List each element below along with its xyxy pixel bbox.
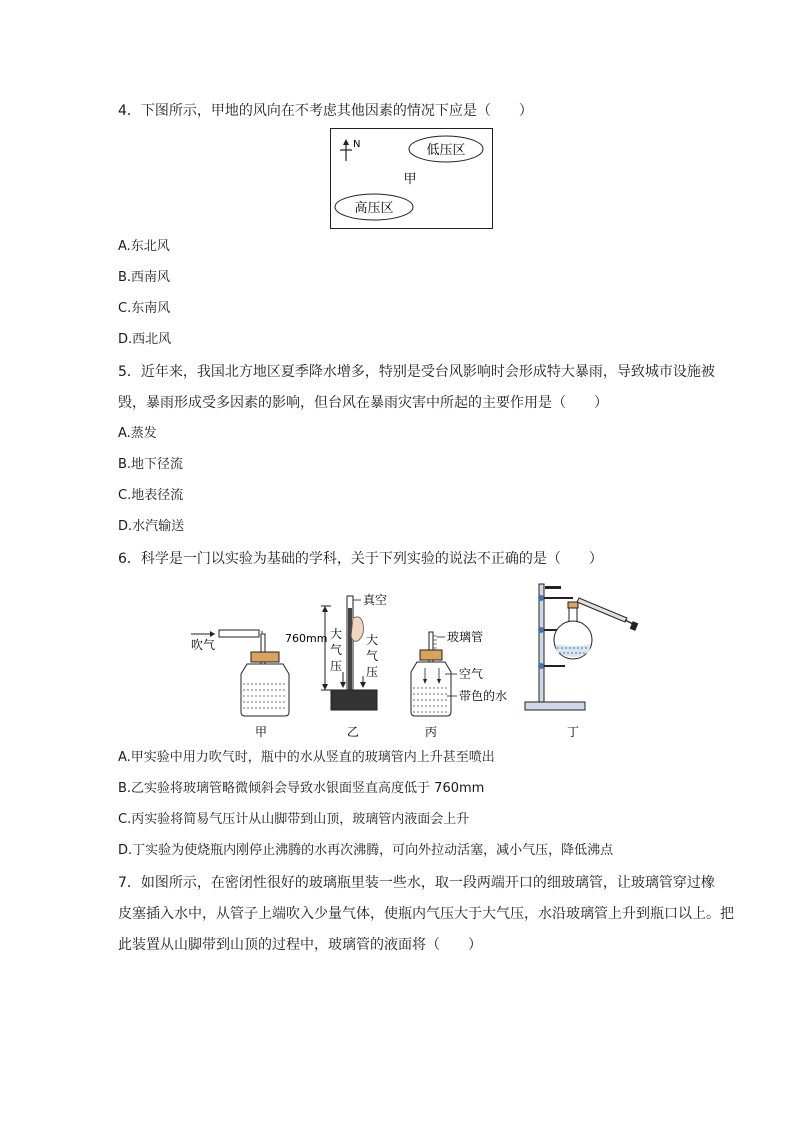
experiment-bing: [411, 629, 507, 739]
atm-left-char1: 大: [329, 627, 343, 641]
vacuum-label: 真空: [363, 593, 388, 607]
height-label: 760mm: [285, 632, 328, 645]
q7-stem-line2: 皮塞插入水中，从管子上端吹入少量气体，使瓶内气压大于大气压，水沿玻璃管上升到瓶口以上。把: [118, 906, 734, 922]
low-pressure-label: 低压区: [426, 143, 466, 158]
q5-option-d[interactable]: D.水汽输送: [118, 519, 185, 534]
atm-right-char2: 气: [365, 649, 379, 663]
caption-jia: 甲: [254, 725, 268, 739]
atm-left-char2: 气: [329, 643, 343, 657]
q5-option-a[interactable]: A.蒸发: [118, 426, 157, 441]
q4-option-c[interactable]: C.东南风: [118, 301, 171, 316]
caption-yi: 乙: [346, 725, 360, 739]
q6-option-b[interactable]: B.乙实验将玻璃管略微倾斜会导致水银面竖直高度低于 760mm: [118, 781, 485, 796]
q5-stem-line1: 5．近年来，我国北方地区夏季降水增多，特别是受台风影响时会形成特大暴雨，导致城市设施被: [118, 364, 715, 380]
experiment-yi: [285, 592, 387, 739]
q6-stem: 6．科学是一门以实验为基础的学科，关于下列实验的说法不正确的是（ ）: [118, 551, 603, 567]
experiment-jia: [191, 630, 289, 739]
q6-option-c[interactable]: C.丙实验将简易气压计从山脚带到山顶，玻璃管内液面会上升: [118, 812, 470, 827]
high-pressure-label: 高压区: [354, 201, 394, 216]
experiment-ding: [525, 584, 638, 739]
air-label: 空气: [459, 667, 484, 681]
q6-option-a[interactable]: A.甲实验中用力吹气时，瓶中的水从竖直的玻璃管内上升甚至喷出: [118, 750, 495, 765]
north-label: N: [353, 139, 361, 150]
atm-right-char3: 压: [365, 665, 379, 679]
q6-option-d[interactable]: D.丁实验为使烧瓶内刚停止沸腾的水再次沸腾，可向外拉动活塞，减小气压，降低沸点: [118, 843, 614, 858]
blow-label: 吹气: [191, 638, 216, 652]
q4-option-b[interactable]: B.西南风: [118, 270, 171, 285]
atm-right-char1: 大: [365, 633, 379, 647]
q6-experiment-figure: [185, 578, 645, 747]
q5-option-b[interactable]: B.地下径流: [118, 457, 184, 472]
q4-pressure-map: [330, 128, 494, 234]
q4-stem: 4．下图所示，甲地的风向在不考虑其他因素的情况下应是（ ）: [118, 103, 533, 119]
caption-ding: 丁: [566, 725, 580, 739]
q7-stem-line3: 此装置从山脚带到山顶的过程中，玻璃管的液面将（ ）: [118, 937, 482, 953]
q5-option-c[interactable]: C.地表径流: [118, 488, 184, 503]
glass-tube-label: 玻璃管: [447, 630, 484, 644]
caption-bing: 丙: [424, 725, 438, 739]
q7-stem-line1: 7．如图所示，在密闭性很好的玻璃瓶里装一些水，取一段两端开口的细玻璃管，让玻璃管穿过橡: [118, 875, 715, 891]
q4-option-a[interactable]: A.东北风: [118, 239, 170, 254]
q4-option-d[interactable]: D.西北风: [118, 332, 172, 347]
atm-left-char3: 压: [329, 659, 343, 673]
place-jia-label: 甲: [403, 172, 417, 187]
colored-water-label: 带色的水: [459, 689, 508, 703]
q5-stem-line2: 毁，暴雨形成受多因素的影响，但台风在暴雨灾害中所起的主要作用是（ ）: [118, 395, 608, 411]
